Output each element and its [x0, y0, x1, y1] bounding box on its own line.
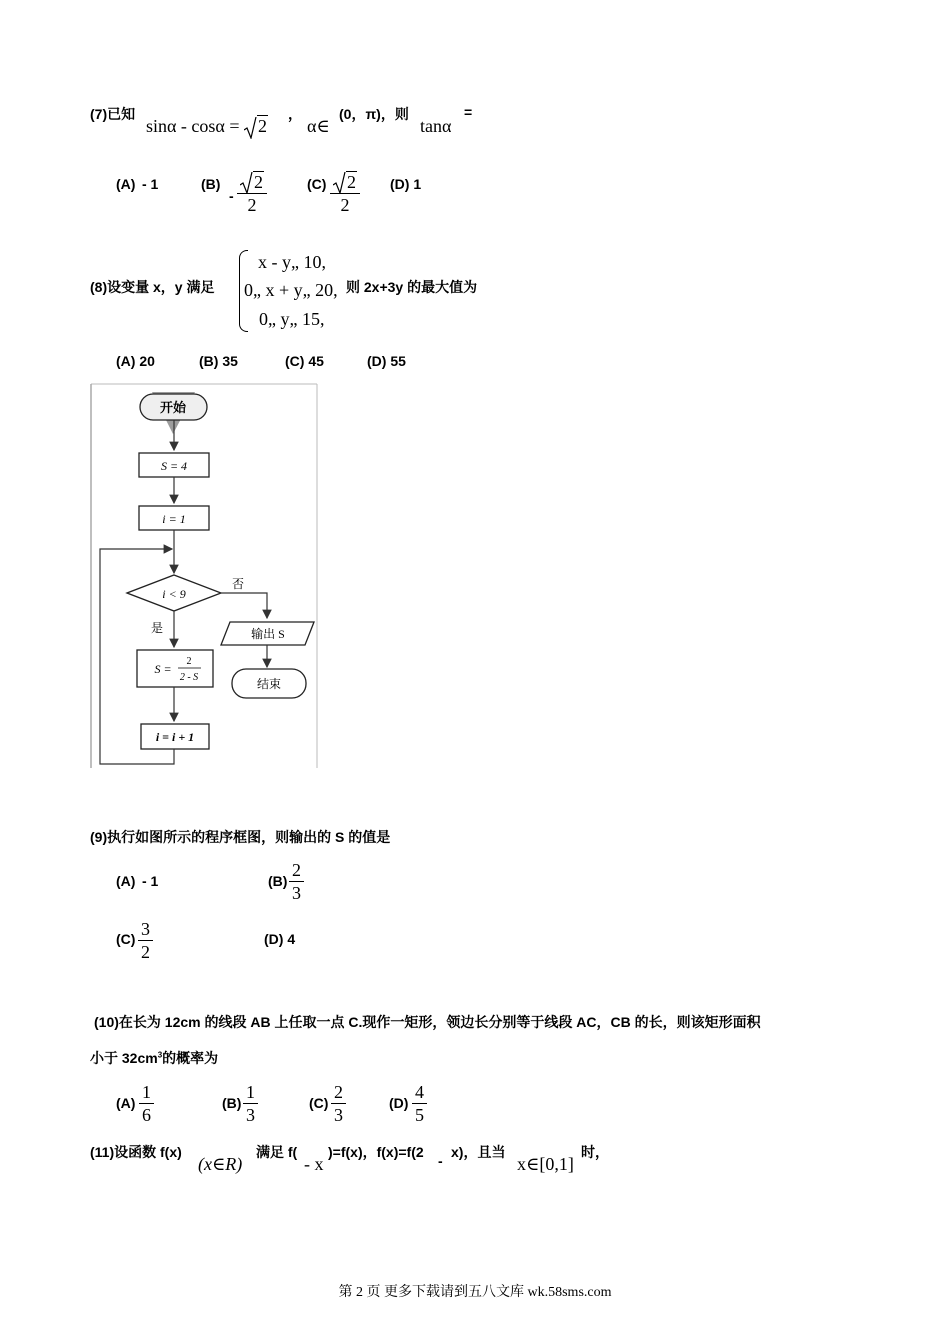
q9-option-b-fraction: [289, 859, 304, 904]
q11-condition-2: )=f(x)，f(x)=f(2: [328, 1144, 424, 1160]
q9-option-b-numerator: 2: [289, 859, 304, 882]
q9-option-c-numerator: 3: [138, 918, 153, 941]
q8-constraint-3: 0„ y„ 15,: [259, 309, 325, 329]
q10-line-1: (10)在长为 12cm 的线段 AB 上任取一点 C.现作一矩形，领边长分别等于线段 AC，CB 的长，则该矩形面积: [94, 1014, 761, 1030]
q8-constraint-2: 0„ x + y„ 20,: [244, 280, 338, 300]
q7-option-a-label: (A): [116, 176, 136, 192]
arrow-no-branch: [221, 593, 267, 618]
no-label: 否: [231, 577, 245, 591]
q9-label: (9)执行如图所示的程序框图，则输出的 S 的值是: [90, 829, 391, 845]
q10-line-2: [90, 1048, 218, 1068]
q7-comma: ，: [288, 106, 302, 122]
i-increment-label: i = i + 1: [155, 730, 195, 744]
page-footer: 第 2 页 更多下载请到五八文库 wk.58sms.com: [338, 1285, 612, 1300]
start-label: 开始: [159, 400, 187, 415]
q8-option-a: (A) 20: [116, 353, 155, 369]
s-assign-label: S =: [154, 662, 172, 676]
q11-neg-x: - x: [304, 1154, 324, 1174]
q10-option-a-fraction: [139, 1081, 154, 1126]
q10-option-c-numerator: 2: [331, 1081, 346, 1104]
s-assign-denominator: 2 - S: [179, 672, 199, 683]
output-label: 输出 S: [251, 627, 285, 641]
q11-condition-3: x)，且当: [451, 1144, 506, 1160]
q7-option-b-label: (B): [201, 176, 221, 192]
s-init-label: S = 4: [160, 459, 188, 473]
q11-label: (11)设函数 f(x): [90, 1144, 182, 1160]
q8-constraint-1: x - y„ 10,: [258, 252, 326, 272]
q7-option-c-label: (C): [307, 176, 327, 192]
q7-equation-text: sinα - cosα =: [146, 116, 240, 136]
q9-option-c-fraction: [138, 918, 153, 963]
q11-interval: x∈[0,1]: [517, 1154, 574, 1174]
i-init-label: i = 1: [162, 512, 186, 526]
q8-option-b: (B) 35: [199, 353, 238, 369]
q10-option-b-numerator: 1: [243, 1081, 258, 1104]
q7-label: (7)已知: [90, 106, 136, 122]
q10-option-d-denominator: 5: [415, 1105, 424, 1125]
q7-option-b-radicand: 2: [254, 172, 263, 192]
q7-option-c-denominator: 2: [340, 195, 350, 215]
q10-option-c-denominator: 3: [334, 1105, 343, 1125]
q9-option-c-denominator: 2: [141, 942, 150, 962]
q9-option-c-label: (C): [116, 931, 136, 947]
q10-option-d-numerator: 4: [412, 1081, 427, 1104]
s-assign-numerator: 2: [186, 656, 192, 667]
q10-option-c-fraction: [331, 1081, 346, 1126]
q10-option-b-label: (B): [222, 1095, 242, 1111]
q10-line-2-superscript: 3: [157, 1050, 163, 1060]
condition-label: i < 9: [162, 587, 186, 601]
q9-option-a-label: (A): [116, 873, 136, 889]
q7-option-b-sign: -: [229, 188, 234, 204]
q7-alpha-in: α∈: [307, 116, 330, 136]
q10-option-d-label: (D): [389, 1095, 409, 1111]
q10-option-c-label: (C): [309, 1095, 329, 1111]
q8-tail: 则 2x+3y 的最大值为: [346, 279, 478, 295]
q9-option-a-value: - 1: [142, 873, 159, 889]
q9-option-b-denominator: 3: [292, 883, 301, 903]
s-assign-box: [137, 650, 213, 687]
q7-option-b-denominator: 2: [247, 195, 257, 215]
q11-tail: 时，: [581, 1144, 609, 1160]
q10-option-a-denominator: 6: [142, 1105, 151, 1125]
q8-label: (8)设变量 x，y 满足: [90, 279, 215, 295]
q7-option-c-radicand: 2: [347, 172, 356, 192]
q11-domain: (x∈R): [198, 1154, 243, 1174]
q10-option-d-fraction: [412, 1081, 427, 1126]
q8-option-c: (C) 45: [285, 353, 324, 369]
q10-option-a-numerator: 1: [139, 1081, 154, 1104]
q9-option-d: (D) 4: [264, 931, 296, 947]
q7-tan: tanα: [420, 116, 452, 136]
yes-label: 是: [150, 621, 164, 635]
q10-option-b-denominator: 3: [246, 1105, 255, 1125]
q10-line-2-post: 的概率为: [162, 1050, 219, 1066]
q7-option-a-value: - 1: [142, 176, 159, 192]
q10-line-2-pre: 小于 32cm: [90, 1050, 158, 1066]
q7-sqrt-radicand: 2: [258, 116, 268, 136]
q7-option-d: (D) 1: [390, 176, 422, 192]
q10-option-a-label: (A): [116, 1095, 136, 1111]
q11-minus-sign: -: [438, 1153, 443, 1169]
q7-interval: (0，π)，则: [339, 106, 409, 122]
q9-option-b-label: (B): [268, 873, 288, 889]
q11-condition-1: 满足 f(: [256, 1144, 298, 1160]
end-label: 结束: [256, 677, 282, 691]
q10-option-b-fraction: [243, 1081, 258, 1126]
q8-option-d: (D) 55: [367, 353, 406, 369]
q7-equals: =: [464, 104, 473, 120]
